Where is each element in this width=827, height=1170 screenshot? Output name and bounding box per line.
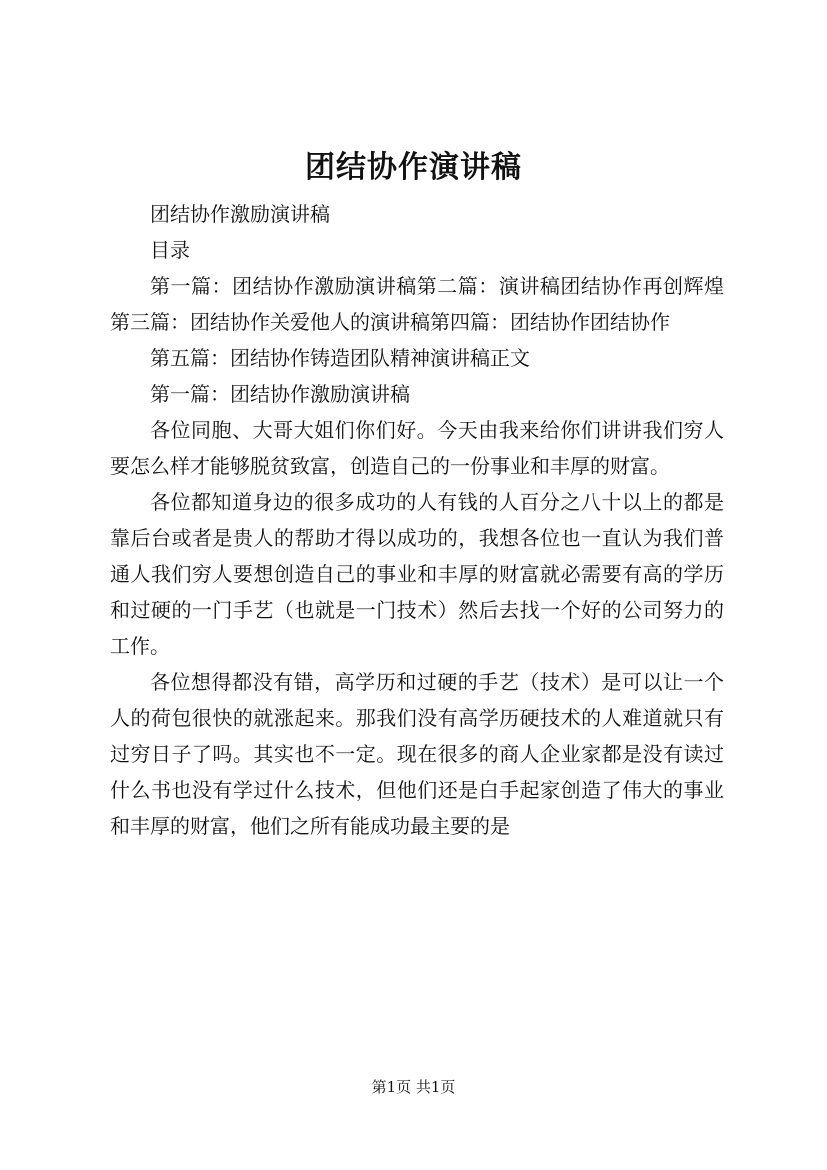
paragraph-body: 各位同胞、大哥大姐们你们好。今天由我来给你们讲讲我们穷人要怎么样才能够脱贫致富，创造自己的一份事业和丰厚的财富。 (110, 418, 724, 478)
paragraph-toc-list: 第一篇：团结协作激励演讲稿第二篇：演讲稿团结协作再创辉煌第三篇：团结协作关爱他人的演讲稿第四篇：团结协作团结协作 (110, 274, 724, 334)
paragraph-toc-heading: 目录 (150, 238, 190, 262)
page-footer: 第1页 共1页 (371, 1078, 456, 1096)
document-body (110, 196, 724, 844)
paragraph-section-heading: 第一篇：团结协作激励演讲稿 (150, 382, 410, 406)
paragraph-subtitle: 团结协作激励演讲稿 (150, 202, 330, 226)
paragraph-body: 各位都知道身边的很多成功的人有钱的人百分之八十以上的都是靠后台或者是贵人的帮助才得以成功的，我想各位也一直认为我们普通人我们穷人要想创造自己的事业和丰厚的财富就必需要有高的学历和过硬的一门手艺（也就是一门技术）然后去找一个好的公司努力的工作。 (110, 490, 724, 658)
document-title: 团结协作演讲稿 (305, 150, 522, 185)
paragraph-body: 各位想得都没有错，高学历和过硬的手艺（技术）是可以让一个人的荷包很快的就涨起来。那我们没有高学历硬技术的人难道就只有过穷日子了吗。其实也不一定。现在很多的商人企业家都是没有读过什么书也没有学过什么技术，但他们还是白手起家创造了伟大的事业和丰厚的财富，他们之所有能成功最主要的是 (110, 670, 724, 838)
paragraph-toc-fifth: 第五篇：团结协作铸造团队精神演讲稿正文 (150, 346, 530, 370)
